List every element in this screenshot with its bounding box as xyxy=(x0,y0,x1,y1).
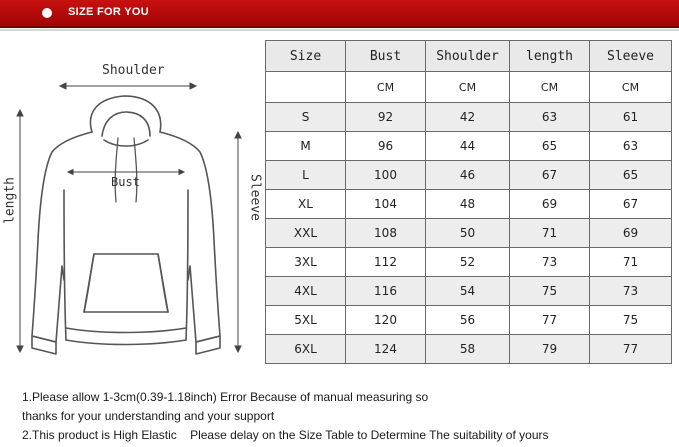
size-cell: L xyxy=(266,161,346,190)
table-row xyxy=(266,306,672,335)
sleeve-cell: 61 xyxy=(590,103,672,132)
length-cell: 63 xyxy=(510,103,590,132)
size-cell: 5XL xyxy=(266,306,346,335)
length-cell: 79 xyxy=(510,335,590,364)
shoulder-cell: 50 xyxy=(426,219,510,248)
sleeve-cell: 67 xyxy=(590,190,672,219)
shoulder-label: Shoulder xyxy=(102,63,165,78)
length-cell: 77 xyxy=(510,306,590,335)
length-cell: 69 xyxy=(510,190,590,219)
length-cell: 71 xyxy=(510,219,590,248)
length-cell: 73 xyxy=(510,248,590,277)
sleeve-cell: 63 xyxy=(590,132,672,161)
bust-cell: 100 xyxy=(346,161,426,190)
sleeve-cell: 73 xyxy=(590,277,672,306)
size-cell: 6XL xyxy=(266,335,346,364)
unit-cell: CM xyxy=(426,72,510,103)
length-cell: 67 xyxy=(510,161,590,190)
note-line-1: 1.Please allow 1-3cm(0.39-1.18inch) Error Because of manual measuring so xyxy=(22,390,429,404)
table-row xyxy=(266,132,672,161)
table-row xyxy=(266,219,672,248)
unit-row xyxy=(266,72,672,103)
bust-cell: 104 xyxy=(346,190,426,219)
bust-cell: 92 xyxy=(346,103,426,132)
header-size: Size xyxy=(266,41,346,72)
banner-title: SIZE FOR YOU xyxy=(68,6,150,18)
table-row xyxy=(266,248,672,277)
shoulder-cell: 56 xyxy=(426,306,510,335)
bust-cell: 108 xyxy=(346,219,426,248)
shoulder-cell: 46 xyxy=(426,161,510,190)
sleeve-label: Sleeve xyxy=(247,174,263,221)
table-row xyxy=(266,277,672,306)
shoulder-cell: 58 xyxy=(426,335,510,364)
banner-divider xyxy=(0,29,679,31)
bust-cell: 96 xyxy=(346,132,426,161)
unit-cell: CM xyxy=(590,72,672,103)
sleeve-cell: 65 xyxy=(590,161,672,190)
unit-cell: CM xyxy=(346,72,426,103)
header-banner xyxy=(0,0,679,28)
size-cell: XXL xyxy=(266,219,346,248)
note-line-2: thanks for your understanding and your support xyxy=(22,409,275,423)
table-header-row xyxy=(266,41,672,72)
bust-label: Bust xyxy=(111,175,140,189)
shoulder-cell: 44 xyxy=(426,132,510,161)
shoulder-cell: 42 xyxy=(426,103,510,132)
length-label: length xyxy=(2,177,18,224)
size-chart-table xyxy=(265,40,672,364)
length-cell: 75 xyxy=(510,277,590,306)
hoodie-illustration xyxy=(0,40,270,370)
header-sleeve: Sleeve xyxy=(590,41,672,72)
bust-cell: 112 xyxy=(346,248,426,277)
header-shoulder: Shoulder xyxy=(426,41,510,72)
size-cell: M xyxy=(266,132,346,161)
sleeve-cell: 69 xyxy=(590,219,672,248)
size-cell: 4XL xyxy=(266,277,346,306)
size-cell: S xyxy=(266,103,346,132)
note-line-3: 2.This product is High Elastic Please delay on the Size Table to Determine The suitability of yours xyxy=(22,428,549,442)
header-bust: Bust xyxy=(346,41,426,72)
unit-cell xyxy=(266,72,346,103)
length-cell: 65 xyxy=(510,132,590,161)
unit-cell: CM xyxy=(510,72,590,103)
sleeve-cell: 71 xyxy=(590,248,672,277)
shoulder-cell: 52 xyxy=(426,248,510,277)
bust-cell: 120 xyxy=(346,306,426,335)
table-row xyxy=(266,103,672,132)
notes-section xyxy=(22,388,672,445)
bust-cell: 116 xyxy=(346,277,426,306)
size-cell: 3XL xyxy=(266,248,346,277)
sleeve-cell: 75 xyxy=(590,306,672,335)
shoulder-cell: 48 xyxy=(426,190,510,219)
sleeve-cell: 77 xyxy=(590,335,672,364)
table-row xyxy=(266,335,672,364)
bullet-icon xyxy=(42,8,52,18)
size-cell: XL xyxy=(266,190,346,219)
table-row xyxy=(266,161,672,190)
header-length: length xyxy=(510,41,590,72)
hoodie-icon xyxy=(0,40,270,370)
table-row xyxy=(266,190,672,219)
bust-cell: 124 xyxy=(346,335,426,364)
shoulder-cell: 54 xyxy=(426,277,510,306)
